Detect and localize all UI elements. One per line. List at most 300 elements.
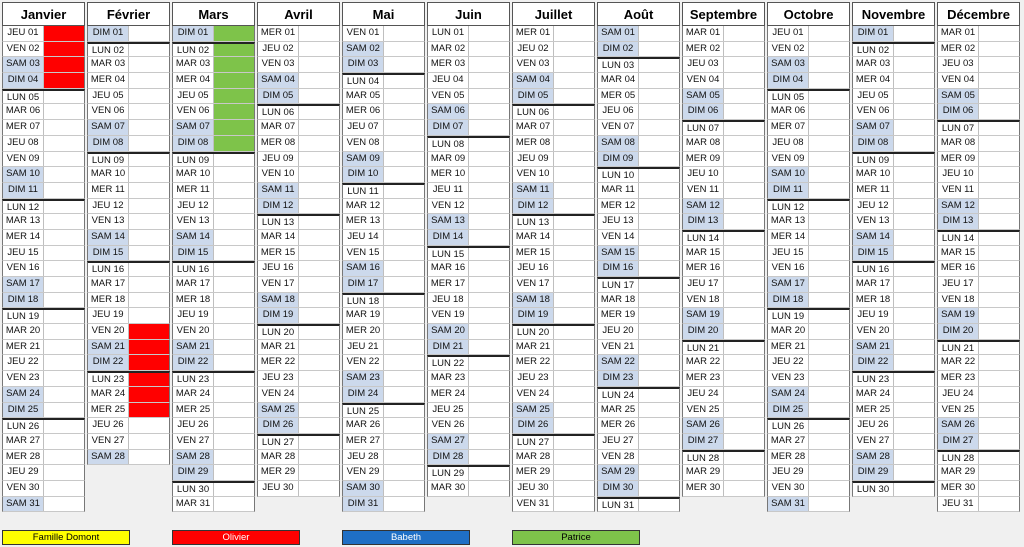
booking-slot[interactable]	[469, 261, 509, 276]
day-row[interactable]	[427, 277, 510, 293]
day-row[interactable]	[87, 214, 170, 230]
day-row[interactable]	[2, 261, 85, 277]
day-row[interactable]	[682, 481, 765, 497]
day-row[interactable]	[87, 261, 170, 277]
day-row[interactable]	[937, 152, 1020, 168]
booking-slot[interactable]	[639, 73, 679, 88]
day-row[interactable]	[342, 57, 425, 73]
booking-slot[interactable]	[809, 355, 849, 370]
day-row[interactable]	[342, 120, 425, 136]
day-row[interactable]	[342, 418, 425, 434]
day-row[interactable]	[512, 403, 595, 419]
day-row[interactable]	[852, 199, 935, 215]
day-row[interactable]	[767, 293, 850, 309]
day-row[interactable]	[427, 481, 510, 497]
day-row[interactable]	[597, 183, 680, 199]
day-row[interactable]	[427, 418, 510, 434]
booking-slot[interactable]	[894, 450, 934, 465]
day-row[interactable]	[342, 324, 425, 340]
day-row[interactable]	[597, 277, 680, 293]
booking-slot[interactable]	[894, 57, 934, 72]
booking-slot[interactable]	[214, 183, 254, 198]
booking-slot[interactable]	[469, 308, 509, 323]
day-row[interactable]	[767, 104, 850, 120]
day-row[interactable]	[257, 104, 340, 120]
day-row[interactable]	[427, 230, 510, 246]
day-row[interactable]	[172, 340, 255, 356]
booking-slot[interactable]	[979, 387, 1019, 402]
booking-slot[interactable]	[469, 26, 509, 41]
booking-slot[interactable]	[384, 434, 424, 449]
day-row[interactable]	[257, 340, 340, 356]
day-row[interactable]	[597, 418, 680, 434]
day-row[interactable]	[937, 387, 1020, 403]
booking-slot[interactable]	[809, 434, 849, 449]
booking-slot[interactable]	[214, 57, 254, 72]
booking-slot[interactable]	[724, 232, 764, 245]
booking-slot[interactable]	[214, 214, 254, 229]
booking-slot[interactable]	[554, 340, 594, 355]
booking-slot[interactable]	[214, 403, 254, 418]
day-row[interactable]	[257, 57, 340, 73]
booking-slot[interactable]	[129, 277, 169, 292]
booking-slot[interactable]	[384, 295, 424, 308]
booking-slot[interactable]	[299, 403, 339, 418]
day-row[interactable]	[597, 42, 680, 58]
booking-slot[interactable]	[469, 467, 509, 480]
booking-slot[interactable]	[894, 246, 934, 261]
day-row[interactable]	[172, 293, 255, 309]
day-row[interactable]	[2, 246, 85, 262]
booking-slot[interactable]	[44, 277, 84, 292]
day-row[interactable]	[597, 89, 680, 105]
booking-slot[interactable]	[214, 246, 254, 261]
day-row[interactable]	[87, 277, 170, 293]
booking-slot[interactable]	[979, 324, 1019, 339]
booking-slot[interactable]	[809, 465, 849, 480]
booking-slot[interactable]	[979, 342, 1019, 355]
booking-slot[interactable]	[44, 120, 84, 135]
booking-slot[interactable]	[469, 199, 509, 214]
booking-slot[interactable]	[129, 57, 169, 72]
day-row[interactable]	[172, 324, 255, 340]
day-row[interactable]	[597, 199, 680, 215]
day-row[interactable]	[257, 73, 340, 89]
booking-slot[interactable]	[724, 42, 764, 57]
booking-slot[interactable]	[299, 167, 339, 182]
booking-slot[interactable]	[809, 201, 849, 214]
booking-slot[interactable]	[469, 293, 509, 308]
day-row[interactable]	[427, 26, 510, 42]
day-row[interactable]	[937, 214, 1020, 230]
booking-slot[interactable]	[639, 120, 679, 135]
booking-slot[interactable]	[44, 434, 84, 449]
booking-slot[interactable]	[214, 120, 254, 135]
day-row[interactable]	[597, 481, 680, 497]
day-row[interactable]	[257, 355, 340, 371]
day-row[interactable]	[2, 340, 85, 356]
day-row[interactable]	[512, 104, 595, 120]
booking-slot[interactable]	[894, 277, 934, 292]
booking-slot[interactable]	[894, 465, 934, 480]
booking-slot[interactable]	[214, 277, 254, 292]
booking-slot[interactable]	[129, 403, 169, 418]
day-row[interactable]	[767, 214, 850, 230]
booking-slot[interactable]	[129, 136, 169, 151]
booking-slot[interactable]	[894, 308, 934, 323]
day-row[interactable]	[767, 450, 850, 466]
booking-slot[interactable]	[894, 340, 934, 355]
booking-slot[interactable]	[299, 308, 339, 323]
day-row[interactable]	[87, 57, 170, 73]
day-row[interactable]	[682, 73, 765, 89]
day-row[interactable]	[937, 481, 1020, 497]
booking-slot[interactable]	[809, 450, 849, 465]
day-row[interactable]	[937, 261, 1020, 277]
booking-slot[interactable]	[554, 183, 594, 198]
booking-slot[interactable]	[44, 104, 84, 119]
booking-slot[interactable]	[724, 371, 764, 386]
day-row[interactable]	[87, 136, 170, 152]
booking-slot[interactable]	[129, 89, 169, 104]
day-row[interactable]	[682, 465, 765, 481]
booking-slot[interactable]	[639, 136, 679, 151]
day-row[interactable]	[767, 199, 850, 215]
booking-slot[interactable]	[979, 122, 1019, 135]
booking-slot[interactable]	[129, 26, 169, 41]
booking-slot[interactable]	[129, 120, 169, 135]
day-row[interactable]	[172, 465, 255, 481]
day-row[interactable]	[767, 355, 850, 371]
day-row[interactable]	[937, 403, 1020, 419]
day-row[interactable]	[937, 324, 1020, 340]
booking-slot[interactable]	[299, 152, 339, 167]
booking-slot[interactable]	[469, 357, 509, 370]
booking-slot[interactable]	[639, 246, 679, 261]
booking-slot[interactable]	[129, 167, 169, 182]
booking-slot[interactable]	[639, 293, 679, 308]
day-row[interactable]	[342, 277, 425, 293]
day-row[interactable]	[852, 371, 935, 387]
booking-slot[interactable]	[724, 261, 764, 276]
booking-slot[interactable]	[469, 340, 509, 355]
day-row[interactable]	[87, 418, 170, 434]
booking-slot[interactable]	[639, 340, 679, 355]
booking-slot[interactable]	[809, 120, 849, 135]
booking-slot[interactable]	[639, 308, 679, 323]
booking-slot[interactable]	[44, 310, 84, 323]
booking-slot[interactable]	[639, 59, 679, 72]
day-row[interactable]	[172, 246, 255, 262]
booking-slot[interactable]	[724, 293, 764, 308]
day-row[interactable]	[427, 42, 510, 58]
day-row[interactable]	[767, 183, 850, 199]
booking-slot[interactable]	[299, 183, 339, 198]
booking-slot[interactable]	[384, 418, 424, 433]
day-row[interactable]	[682, 340, 765, 356]
day-row[interactable]	[2, 418, 85, 434]
day-row[interactable]	[767, 324, 850, 340]
booking-slot[interactable]	[384, 185, 424, 198]
booking-slot[interactable]	[129, 308, 169, 323]
day-row[interactable]	[682, 246, 765, 262]
day-row[interactable]	[342, 214, 425, 230]
day-row[interactable]	[2, 293, 85, 309]
booking-slot[interactable]	[44, 497, 84, 512]
booking-slot[interactable]	[639, 418, 679, 433]
day-row[interactable]	[172, 183, 255, 199]
day-row[interactable]	[852, 230, 935, 246]
day-row[interactable]	[767, 387, 850, 403]
booking-slot[interactable]	[554, 436, 594, 449]
booking-slot[interactable]	[44, 450, 84, 465]
day-row[interactable]	[597, 261, 680, 277]
day-row[interactable]	[342, 167, 425, 183]
day-row[interactable]	[767, 371, 850, 387]
day-row[interactable]	[597, 308, 680, 324]
booking-slot[interactable]	[809, 293, 849, 308]
booking-slot[interactable]	[129, 324, 169, 339]
booking-slot[interactable]	[384, 277, 424, 292]
day-row[interactable]	[257, 481, 340, 497]
day-row[interactable]	[342, 481, 425, 497]
day-row[interactable]	[597, 324, 680, 340]
day-row[interactable]	[2, 42, 85, 58]
day-row[interactable]	[427, 403, 510, 419]
booking-slot[interactable]	[469, 57, 509, 72]
day-row[interactable]	[682, 167, 765, 183]
day-row[interactable]	[852, 434, 935, 450]
day-row[interactable]	[87, 199, 170, 215]
day-row[interactable]	[342, 403, 425, 419]
day-row[interactable]	[682, 214, 765, 230]
booking-slot[interactable]	[724, 104, 764, 119]
day-row[interactable]	[682, 434, 765, 450]
day-row[interactable]	[257, 183, 340, 199]
day-row[interactable]	[2, 434, 85, 450]
day-row[interactable]	[767, 261, 850, 277]
day-row[interactable]	[512, 481, 595, 497]
day-row[interactable]	[937, 355, 1020, 371]
booking-slot[interactable]	[384, 26, 424, 41]
booking-slot[interactable]	[469, 138, 509, 151]
booking-slot[interactable]	[639, 371, 679, 386]
day-row[interactable]	[427, 57, 510, 73]
day-row[interactable]	[172, 89, 255, 105]
day-row[interactable]	[172, 403, 255, 419]
booking-slot[interactable]	[554, 57, 594, 72]
booking-slot[interactable]	[129, 293, 169, 308]
booking-slot[interactable]	[639, 481, 679, 496]
day-row[interactable]	[257, 450, 340, 466]
booking-slot[interactable]	[894, 434, 934, 449]
booking-slot[interactable]	[979, 246, 1019, 261]
booking-slot[interactable]	[214, 89, 254, 104]
day-row[interactable]	[937, 136, 1020, 152]
booking-slot[interactable]	[724, 57, 764, 72]
booking-slot[interactable]	[979, 371, 1019, 386]
day-row[interactable]	[937, 246, 1020, 262]
day-row[interactable]	[172, 277, 255, 293]
booking-slot[interactable]	[299, 465, 339, 480]
booking-slot[interactable]	[299, 326, 339, 339]
day-row[interactable]	[172, 136, 255, 152]
day-row[interactable]	[767, 308, 850, 324]
booking-slot[interactable]	[554, 418, 594, 433]
day-row[interactable]	[257, 308, 340, 324]
booking-slot[interactable]	[214, 483, 254, 496]
day-row[interactable]	[342, 42, 425, 58]
booking-slot[interactable]	[469, 248, 509, 261]
day-row[interactable]	[937, 57, 1020, 73]
day-row[interactable]	[342, 104, 425, 120]
booking-slot[interactable]	[384, 75, 424, 88]
booking-slot[interactable]	[44, 293, 84, 308]
booking-slot[interactable]	[979, 136, 1019, 151]
booking-slot[interactable]	[299, 89, 339, 104]
booking-slot[interactable]	[44, 481, 84, 496]
booking-slot[interactable]	[894, 167, 934, 182]
day-row[interactable]	[512, 230, 595, 246]
booking-slot[interactable]	[554, 136, 594, 151]
booking-slot[interactable]	[979, 403, 1019, 418]
day-row[interactable]	[2, 277, 85, 293]
day-row[interactable]	[937, 167, 1020, 183]
booking-slot[interactable]	[979, 57, 1019, 72]
day-row[interactable]	[597, 246, 680, 262]
day-row[interactable]	[87, 26, 170, 42]
day-row[interactable]	[427, 183, 510, 199]
day-row[interactable]	[427, 450, 510, 466]
booking-slot[interactable]	[894, 104, 934, 119]
booking-slot[interactable]	[979, 26, 1019, 41]
booking-slot[interactable]	[299, 418, 339, 433]
day-row[interactable]	[342, 89, 425, 105]
day-row[interactable]	[852, 246, 935, 262]
booking-slot[interactable]	[469, 152, 509, 167]
day-row[interactable]	[2, 136, 85, 152]
booking-slot[interactable]	[894, 154, 934, 167]
booking-slot[interactable]	[299, 371, 339, 386]
day-row[interactable]	[682, 89, 765, 105]
day-row[interactable]	[172, 418, 255, 434]
day-row[interactable]	[852, 261, 935, 277]
booking-slot[interactable]	[639, 389, 679, 402]
day-row[interactable]	[512, 120, 595, 136]
day-row[interactable]	[2, 73, 85, 89]
booking-slot[interactable]	[639, 499, 679, 512]
booking-slot[interactable]	[44, 183, 84, 198]
day-row[interactable]	[937, 434, 1020, 450]
day-row[interactable]	[257, 261, 340, 277]
day-row[interactable]	[2, 199, 85, 215]
day-row[interactable]	[937, 450, 1020, 466]
booking-slot[interactable]	[384, 89, 424, 104]
booking-slot[interactable]	[44, 324, 84, 339]
booking-slot[interactable]	[554, 293, 594, 308]
booking-slot[interactable]	[894, 263, 934, 276]
booking-slot[interactable]	[44, 230, 84, 245]
day-row[interactable]	[2, 324, 85, 340]
day-row[interactable]	[87, 246, 170, 262]
day-row[interactable]	[2, 371, 85, 387]
booking-slot[interactable]	[299, 136, 339, 151]
day-row[interactable]	[87, 120, 170, 136]
day-row[interactable]	[937, 73, 1020, 89]
day-row[interactable]	[172, 497, 255, 513]
booking-slot[interactable]	[554, 326, 594, 339]
day-row[interactable]	[767, 167, 850, 183]
day-row[interactable]	[512, 42, 595, 58]
day-row[interactable]	[257, 418, 340, 434]
day-row[interactable]	[512, 136, 595, 152]
day-row[interactable]	[257, 403, 340, 419]
booking-slot[interactable]	[809, 340, 849, 355]
day-row[interactable]	[427, 324, 510, 340]
booking-slot[interactable]	[979, 42, 1019, 57]
day-row[interactable]	[682, 418, 765, 434]
day-row[interactable]	[937, 340, 1020, 356]
day-row[interactable]	[172, 230, 255, 246]
booking-slot[interactable]	[554, 167, 594, 182]
booking-slot[interactable]	[979, 355, 1019, 370]
day-row[interactable]	[2, 403, 85, 419]
booking-slot[interactable]	[724, 136, 764, 151]
day-row[interactable]	[512, 89, 595, 105]
day-row[interactable]	[2, 450, 85, 466]
booking-slot[interactable]	[554, 106, 594, 119]
day-row[interactable]	[87, 387, 170, 403]
day-row[interactable]	[87, 167, 170, 183]
booking-slot[interactable]	[44, 136, 84, 151]
day-row[interactable]	[512, 450, 595, 466]
booking-slot[interactable]	[979, 232, 1019, 245]
day-row[interactable]	[257, 230, 340, 246]
booking-slot[interactable]	[214, 73, 254, 88]
booking-slot[interactable]	[129, 246, 169, 261]
day-row[interactable]	[682, 293, 765, 309]
day-row[interactable]	[172, 214, 255, 230]
day-row[interactable]	[257, 26, 340, 42]
day-row[interactable]	[767, 481, 850, 497]
booking-slot[interactable]	[384, 261, 424, 276]
booking-slot[interactable]	[809, 104, 849, 119]
day-row[interactable]	[427, 434, 510, 450]
booking-slot[interactable]	[554, 465, 594, 480]
day-row[interactable]	[427, 355, 510, 371]
booking-slot[interactable]	[299, 340, 339, 355]
booking-slot[interactable]	[214, 497, 254, 512]
booking-slot[interactable]	[469, 387, 509, 402]
day-row[interactable]	[257, 324, 340, 340]
day-row[interactable]	[427, 199, 510, 215]
day-row[interactable]	[172, 120, 255, 136]
day-row[interactable]	[682, 57, 765, 73]
booking-slot[interactable]	[44, 214, 84, 229]
booking-slot[interactable]	[299, 57, 339, 72]
booking-slot[interactable]	[299, 199, 339, 214]
booking-slot[interactable]	[214, 418, 254, 433]
day-row[interactable]	[427, 246, 510, 262]
booking-slot[interactable]	[639, 169, 679, 182]
day-row[interactable]	[342, 136, 425, 152]
booking-slot[interactable]	[724, 403, 764, 418]
day-row[interactable]	[682, 136, 765, 152]
day-row[interactable]	[427, 73, 510, 89]
booking-slot[interactable]	[979, 152, 1019, 167]
day-row[interactable]	[87, 324, 170, 340]
booking-slot[interactable]	[809, 57, 849, 72]
